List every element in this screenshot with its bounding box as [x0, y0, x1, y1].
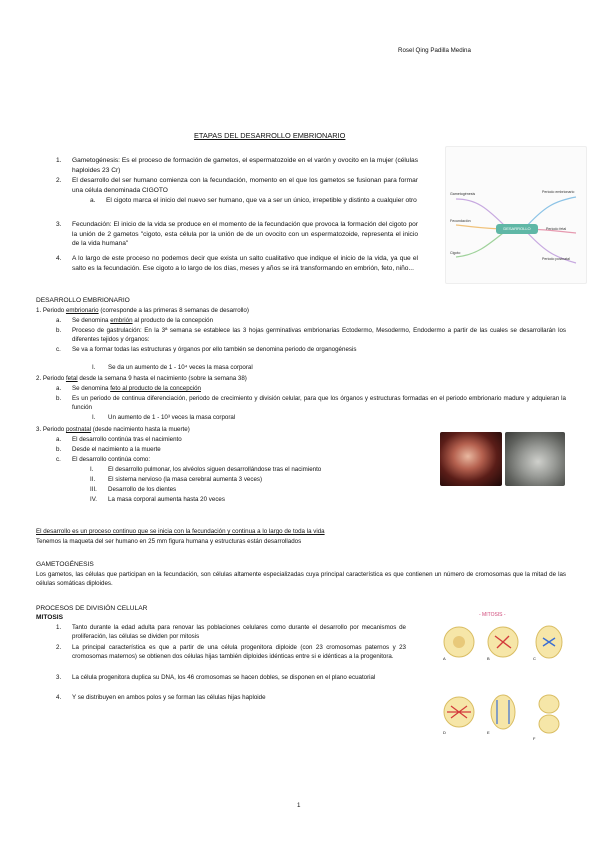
mindmap-node: Periodo embrionario [542, 190, 575, 194]
page-number: 1 [297, 802, 301, 809]
cell-nucleus [453, 636, 465, 648]
document-page: Rosel Qing Padilla Medina ETAPAS DEL DESARROLLO EMBRIONARIO 1. Gametogénesis: Es el proceso de formación de gametos, el espermatozoide en el varón y ovocito en la mujer (células haploides 23 Cr) 2. El desarrollo del ser humano comienza con la fecundación, momento en el que los gametos se fusionan para formar una célula denominada CIGOTO a. El cigoto marca el inicio del nuevo ser humano, que va a ser un único, irrepetible y distinto a cualquier otro 3. Fecundación: El inicio de la vida se produce en el momento de la fecundación que provoca la formación del cigoto por la unión de 2 gametos "cigoto, esta célula por la unión de de un ovocito con un espermatozoide, representa el inicio de la vida humana" 4. A lo largo de este proceso no podemos decir que exista un salto cualitativo que indique el inicio de la vida, ya que el salto es la fecundación. Ese cigoto a lo largo de los días, meses y años se irá transformando en embrión, feto, niño... DESARROLLO Gametogénesis Fecundación Cigoto Periodo embrionario Periodo fetal Periodo postnatal DESARROLLO EMBRIONARIO 1. Periodo embrionario (corresponde a las primeras 8 semanas de desarrollo) a. Se denomina embrión al producto de la concepción b. Proceso de gastrulación: En la 3ª semana se establece las 3 hojas germinativas embrionarias Ectodermo, Mesodermo, Endodermo a partir de las cuales se desarrollarán los diferentes tejidos y órganos: c. Se va a formar todas las estructuras y órganos por ello también se denomina periodo de organogénesis I. Se da un aumento de 1 - 10⁴ veces la masa corporal 2. Periodo fetal desde la semana 9 hasta el nacimiento (sobre la semana 38) a. Se denomina feto al producto de la concepción b. Es un periodo de continua diferenciación, periodo de crecimiento y división celular, para que los órganos y estructuras formadas en el periodo embrionario madure y adquieran la función I. Un aumento de 1 - 10³ veces la masa corporal 3. Periodo postnatal (desde nacimiento hasta la muerte) a. El desarrollo continúa tras el nacimiento b. Desde el nacimiento a la muerte c. El desarrollo continúa como: I. El desarrollo pulmonar, los alvéolos siguen desarrollándose tras el nacimiento II. El sistema nervioso (la masa cerebral aumenta 3 veces) III. Desarrollo de los dientes IV. La masa corporal aumenta hasta 20 veces El desarrollo es un proceso continuo que se inicia con la fecundación y continua a lo largo de toda la vida Tenemos la maqueta del ser humano en 25 mm figura humana y estructuras están desarrollados GAMETOGÉNESIS Los gametos, las células que participan en la fecundación, son células altamente especializadas cuya principal característica es que contienen un número de cromosomas que la mitad de las células somáticas diploides. PROCESOS DE DIVISIÓN CELULAR MITOSIS 1. Tanto durante la edad adulta para renovar las poblaciones celulares como durante el desarrollo por mecanismos de proliferación, las células se dividen por mitosis 2. La principal característica es que a partir de una célula progenitora diploide (con 23 cromosomas paternos y 23 cromosomas maternos) se obtienen dos células hijas también diploides idénticas entre si e idénticas a la progenitora. 3. La célula progenitora duplica su DNA, los 46 cromosomas se hacen dobles, se disponen en el plano ecuatorial 4. Y se distribuyen en ambos polos y se forman las células hijas haploide - MITOSIS - A B C D E F 1 [0, 0, 600, 848]
stage-label: D [443, 730, 446, 735]
mindmap-center: DESARROLLO [496, 224, 538, 234]
stage-label: E [487, 730, 490, 735]
period-embrionario: 1. Periodo embrionario (corresponde a las primeras 8 semanas de desarrollo) [36, 307, 249, 314]
page-title: ETAPAS DEL DESARROLLO EMBRIONARIO [194, 131, 346, 140]
embryo-photo [505, 432, 565, 486]
intro-list: 1. Gametogénesis: Es el proceso de formación de gametos, el espermatozoide en el varón y ovocito en la mujer (células haploides 23 Cr) 2. El desarrollo del ser humano comienza con la fecundación, momento en el que los gametos se fusionan para formar una célula denominada CIGOTO a. El cigoto marca el inicio del nuevo ser humano, que va a ser un único, irrepetible y distinto a cualquier otro 3. Fecundación: El inicio de la vida se produce en el momento de la fecundación que provoca la formación del cigoto por la unión de 2 gametos "cigoto, esta célula por la unión de de un ovocito con un espermatozoide, representa el inicio de la vida humana" 4. A lo largo de este proceso no podemos decir que exista un salto cualitativo que indique el inicio de la vida, ya que el salto es la fecundación. Ese cigoto a lo largo de los días, meses y años se irá transformando en embrión, feto, niño... [56, 157, 418, 272]
stage-label: B [487, 656, 490, 661]
cell-stage-e [491, 695, 515, 729]
gametogenesis-text: Los gametos, las células que participan en la fecundación, son células altamente especializadas cuya principal característica es que contienen un número de cromosomas que la mitad de las células somáticas diploides. [36, 571, 566, 588]
mitosis-figure-title: - MITOSIS - [479, 612, 506, 618]
mindmap-lines [446, 147, 586, 283]
section-heading: GAMETOGÉNESIS [36, 561, 94, 568]
mitosis-diagram [437, 612, 572, 748]
mitosis-figure [437, 612, 572, 748]
section-subheading: MITOSIS [36, 614, 63, 621]
mindmap-node: Cigoto [450, 251, 461, 255]
mindmap-figure [445, 146, 587, 284]
stage-label: C [533, 656, 536, 661]
mindmap-node: Gametogénesis [450, 192, 476, 196]
section-heading: PROCESOS DE DIVISIÓN CELULAR [36, 605, 148, 612]
daughter-cell [539, 695, 559, 713]
stage-label: F [533, 736, 536, 741]
period-postnatal: 3. Periodo postnatal (desde nacimiento hasta la muerte) [36, 426, 190, 433]
mindmap-node: Periodo postnatal [542, 257, 570, 261]
mindmap-node: Periodo fetal [546, 227, 567, 231]
closing-note: Tenemos la maqueta del ser humano en 25 mm figura humana y estructuras están desarrollados [36, 538, 302, 545]
stage-label: A [443, 656, 446, 661]
author-name: Rosel Qing Padilla Medina [398, 47, 471, 54]
daughter-cell [539, 715, 559, 733]
mindmap-node: Fecundación [450, 219, 471, 223]
closing-statement: El desarrollo es un proceso continuo que se inicia con la fecundación y continua a lo largo de toda la vida [36, 528, 325, 535]
section-heading: DESARROLLO EMBRIONARIO [36, 297, 130, 304]
period-fetal: 2. Periodo fetal desde la semana 9 hasta el nacimiento (sobre la semana 38) [36, 375, 247, 382]
fetus-photo [440, 432, 502, 486]
mitosis-list: 1. Tanto durante la edad adulta para renovar las poblaciones celulares como durante el desarrollo por mecanismos de proliferación, las células se dividen por mitosis 2. La principal característica es que a partir de una célula progenitora diploide (con 23 cromosomas paternos y 23 cromosomas maternos) se obtienen dos células hijas también diploides idénticas entre si e idénticas a la progenitora. 3. La célula progenitora duplica su DNA, los 46 cromosomas se hacen dobles, se disponen en el plano ecuatorial 4. Y se distribuyen en ambos polos y se forman las células hijas haploide [56, 624, 406, 701]
